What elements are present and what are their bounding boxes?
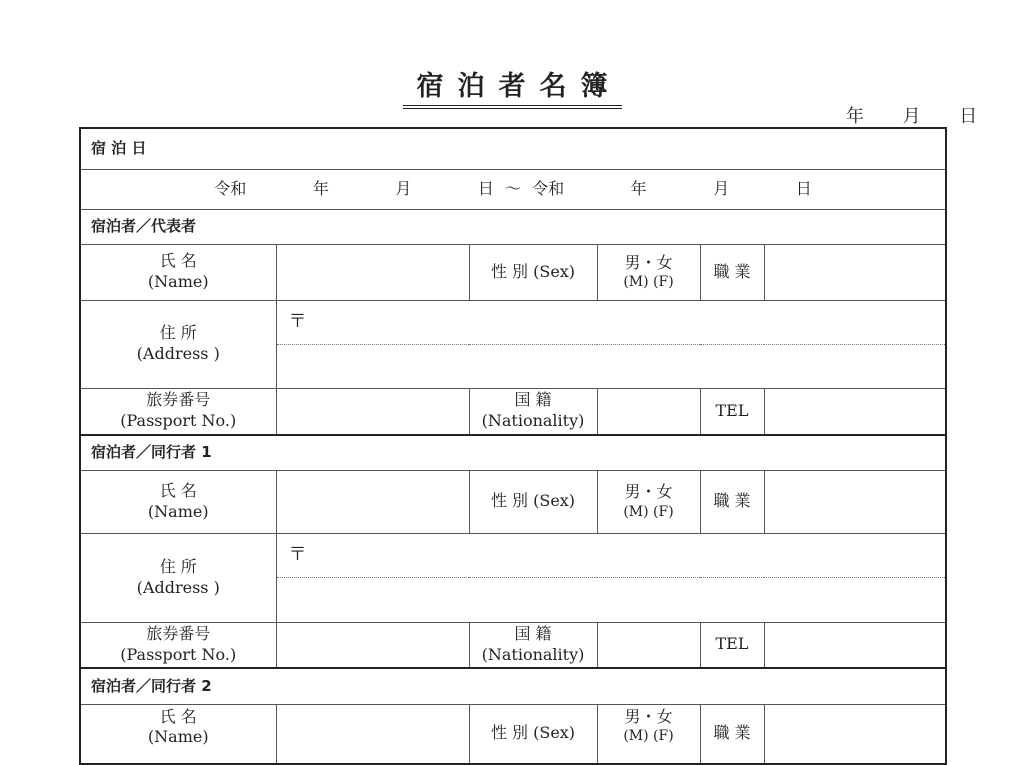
passport-field[interactable] bbox=[276, 388, 469, 435]
passport-label-en: (Passport No.) bbox=[120, 411, 237, 431]
guest-section-label: 宿泊者／同行者 1 bbox=[80, 435, 946, 470]
passport-label-en: (Passport No.) bbox=[120, 644, 237, 664]
postal-mark: 〒 bbox=[288, 311, 307, 333]
header-date-year: 年 bbox=[846, 106, 864, 127]
sex-options[interactable] bbox=[597, 244, 700, 300]
nationality-label bbox=[469, 388, 597, 435]
name-label-jp: 氏 名 bbox=[159, 706, 197, 726]
address-field-postal[interactable] bbox=[276, 300, 946, 344]
stay-from-month: 月 bbox=[395, 178, 412, 198]
passport-label-jp: 旅券番号 bbox=[146, 390, 211, 410]
name-label-jp: 氏 名 bbox=[159, 251, 197, 271]
nationality-label-en: (Nationality) bbox=[481, 644, 585, 664]
stay-from-year: 年 bbox=[312, 178, 329, 198]
occupation-label: 職 業 bbox=[700, 244, 764, 300]
stay-to-year: 年 bbox=[630, 178, 647, 198]
name-label-en: (Name) bbox=[147, 501, 209, 521]
name-label-en: (Name) bbox=[147, 272, 209, 291]
passport-field[interactable] bbox=[276, 622, 469, 668]
sex-options-en: (M) (F) bbox=[623, 503, 674, 520]
occupation-field[interactable] bbox=[764, 470, 946, 533]
header-date-month: 月 bbox=[902, 106, 921, 127]
occupation-label: 職 業 bbox=[700, 704, 764, 764]
sex-options-en: (M) (F) bbox=[623, 728, 674, 745]
tel-label: TEL bbox=[700, 622, 764, 668]
nationality-label bbox=[469, 622, 597, 668]
tel-label: TEL bbox=[700, 388, 764, 435]
form-title-text: 宿泊者名簿 bbox=[403, 64, 622, 109]
passport-label bbox=[80, 622, 276, 668]
occupation-field[interactable] bbox=[764, 244, 946, 300]
name-field[interactable] bbox=[276, 244, 469, 300]
address-field[interactable] bbox=[276, 344, 946, 388]
address-label bbox=[80, 533, 276, 622]
address-field[interactable] bbox=[276, 577, 946, 622]
stay-from-day: 日 bbox=[477, 178, 494, 198]
nationality-label-jp: 国 籍 bbox=[514, 623, 552, 643]
tel-field[interactable] bbox=[764, 622, 946, 668]
address-label bbox=[80, 300, 276, 388]
stay-from-era: 令和 bbox=[214, 178, 247, 198]
sex-options-en: (M) (F) bbox=[623, 274, 674, 291]
occupation-field[interactable] bbox=[764, 704, 946, 764]
address-label-en: (Address ) bbox=[136, 577, 220, 597]
occupation-label: 職 業 bbox=[700, 470, 764, 533]
name-label-en: (Name) bbox=[147, 727, 209, 747]
address-field-postal[interactable] bbox=[276, 533, 946, 577]
name-field[interactable] bbox=[276, 470, 469, 533]
sex-label: 性 別 (Sex) bbox=[469, 470, 597, 533]
passport-label-jp: 旅券番号 bbox=[146, 623, 211, 643]
sex-label: 性 別 (Sex) bbox=[469, 704, 597, 764]
sex-options-jp: 男・女 bbox=[624, 252, 673, 272]
address-label-jp: 住 所 bbox=[159, 323, 197, 343]
guest-register-form bbox=[79, 127, 947, 765]
nationality-label-en: (Nationality) bbox=[481, 411, 585, 431]
guest-section-label: 宿泊者／同行者 2 bbox=[80, 668, 946, 704]
address-label-en: (Address ) bbox=[136, 344, 220, 363]
sex-options-jp: 男・女 bbox=[624, 482, 673, 501]
passport-label bbox=[80, 388, 276, 435]
nationality-field[interactable] bbox=[597, 622, 700, 668]
stay-to-month: 月 bbox=[713, 178, 730, 198]
name-label bbox=[80, 470, 276, 533]
address-label-jp: 住 所 bbox=[159, 556, 197, 576]
postal-mark: 〒 bbox=[288, 544, 307, 566]
guest-section-label: 宿泊者／代表者 bbox=[80, 209, 946, 244]
sex-label: 性 別 (Sex) bbox=[469, 244, 597, 300]
sex-options-jp: 男・女 bbox=[624, 706, 673, 726]
nationality-label-jp: 国 籍 bbox=[514, 390, 552, 410]
stay-to-era: 令和 bbox=[532, 178, 565, 198]
header-date bbox=[846, 102, 977, 128]
name-label-jp: 氏 名 bbox=[159, 480, 197, 500]
tel-field[interactable] bbox=[764, 388, 946, 435]
nationality-field[interactable] bbox=[597, 388, 700, 435]
header-date-day: 日 bbox=[959, 106, 978, 127]
stay-section-label: 宿 泊 日 bbox=[80, 128, 946, 169]
name-field[interactable] bbox=[276, 704, 469, 764]
sex-options[interactable] bbox=[597, 470, 700, 533]
sex-options[interactable] bbox=[597, 704, 700, 764]
name-label bbox=[80, 704, 276, 764]
stay-separator: ～ bbox=[505, 178, 522, 198]
stay-to-day: 日 bbox=[795, 178, 812, 198]
stay-date-range[interactable] bbox=[80, 169, 946, 209]
name-label bbox=[80, 244, 276, 300]
